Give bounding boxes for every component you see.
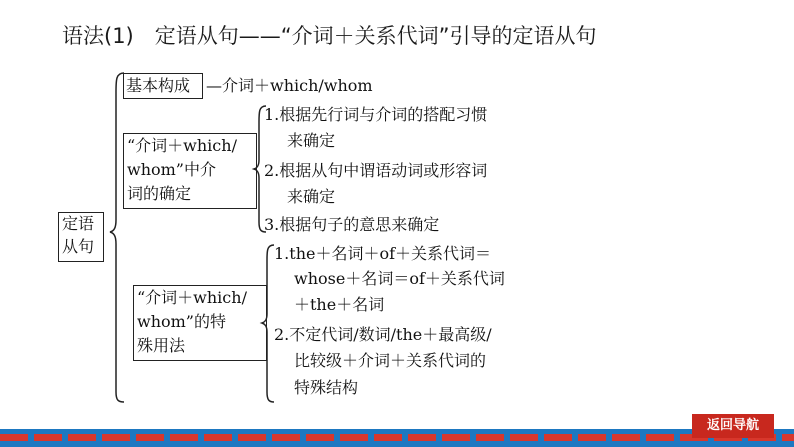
footer-stripe-red [0, 434, 794, 441]
footer-stripes [0, 429, 794, 447]
special-item-2-line2: 比较级＋介词＋关系代词的 [294, 351, 487, 370]
special-label-line2: whom”的特 [137, 312, 226, 331]
determine-item-1-line1: 1.根据先行词与介词的搭配习惯 [264, 105, 488, 124]
root-node-line1: 定语 [62, 214, 95, 233]
special-label-line1: “介词＋which/ [137, 288, 247, 307]
basic-composition-label: 基本构成 [126, 76, 191, 95]
main-brace [110, 73, 124, 402]
special-label-line3: 殊用法 [137, 336, 186, 355]
determine-item-1-line2: 来确定 [287, 131, 336, 150]
root-node-line2: 从句 [62, 237, 95, 256]
special-item-1-line2: whose＋名词＝of＋关系代词 [294, 269, 505, 288]
basic-composition-desc: —介词＋which/whom [206, 76, 373, 95]
determine-item-2-line1: 2.根据从句中谓语动词或形容词 [264, 161, 488, 180]
special-item-1-line1: 1.the＋名词＋of＋关系代词＝ [274, 244, 492, 263]
special-item-2-line1: 2.不定代词/数词/the＋最高级/ [274, 325, 492, 344]
determine-item-2-line2: 来确定 [287, 187, 336, 206]
determine-label-line2: whom”中介 [127, 160, 216, 179]
page-title: 语法(1) 定语从句——“介词＋关系代词”引导的定语从句 [62, 24, 597, 48]
determine-item-3-line1: 3.根据句子的意思来确定 [264, 215, 440, 234]
back-to-nav-button[interactable]: 返回导航 [692, 414, 774, 438]
special-item-1-line3: ＋the＋名词 [294, 295, 385, 314]
special-item-2-line3: 特殊结构 [294, 378, 359, 397]
determine-label-line1: “介词＋which/ [127, 136, 237, 155]
determine-label-line3: 词的确定 [127, 184, 192, 203]
